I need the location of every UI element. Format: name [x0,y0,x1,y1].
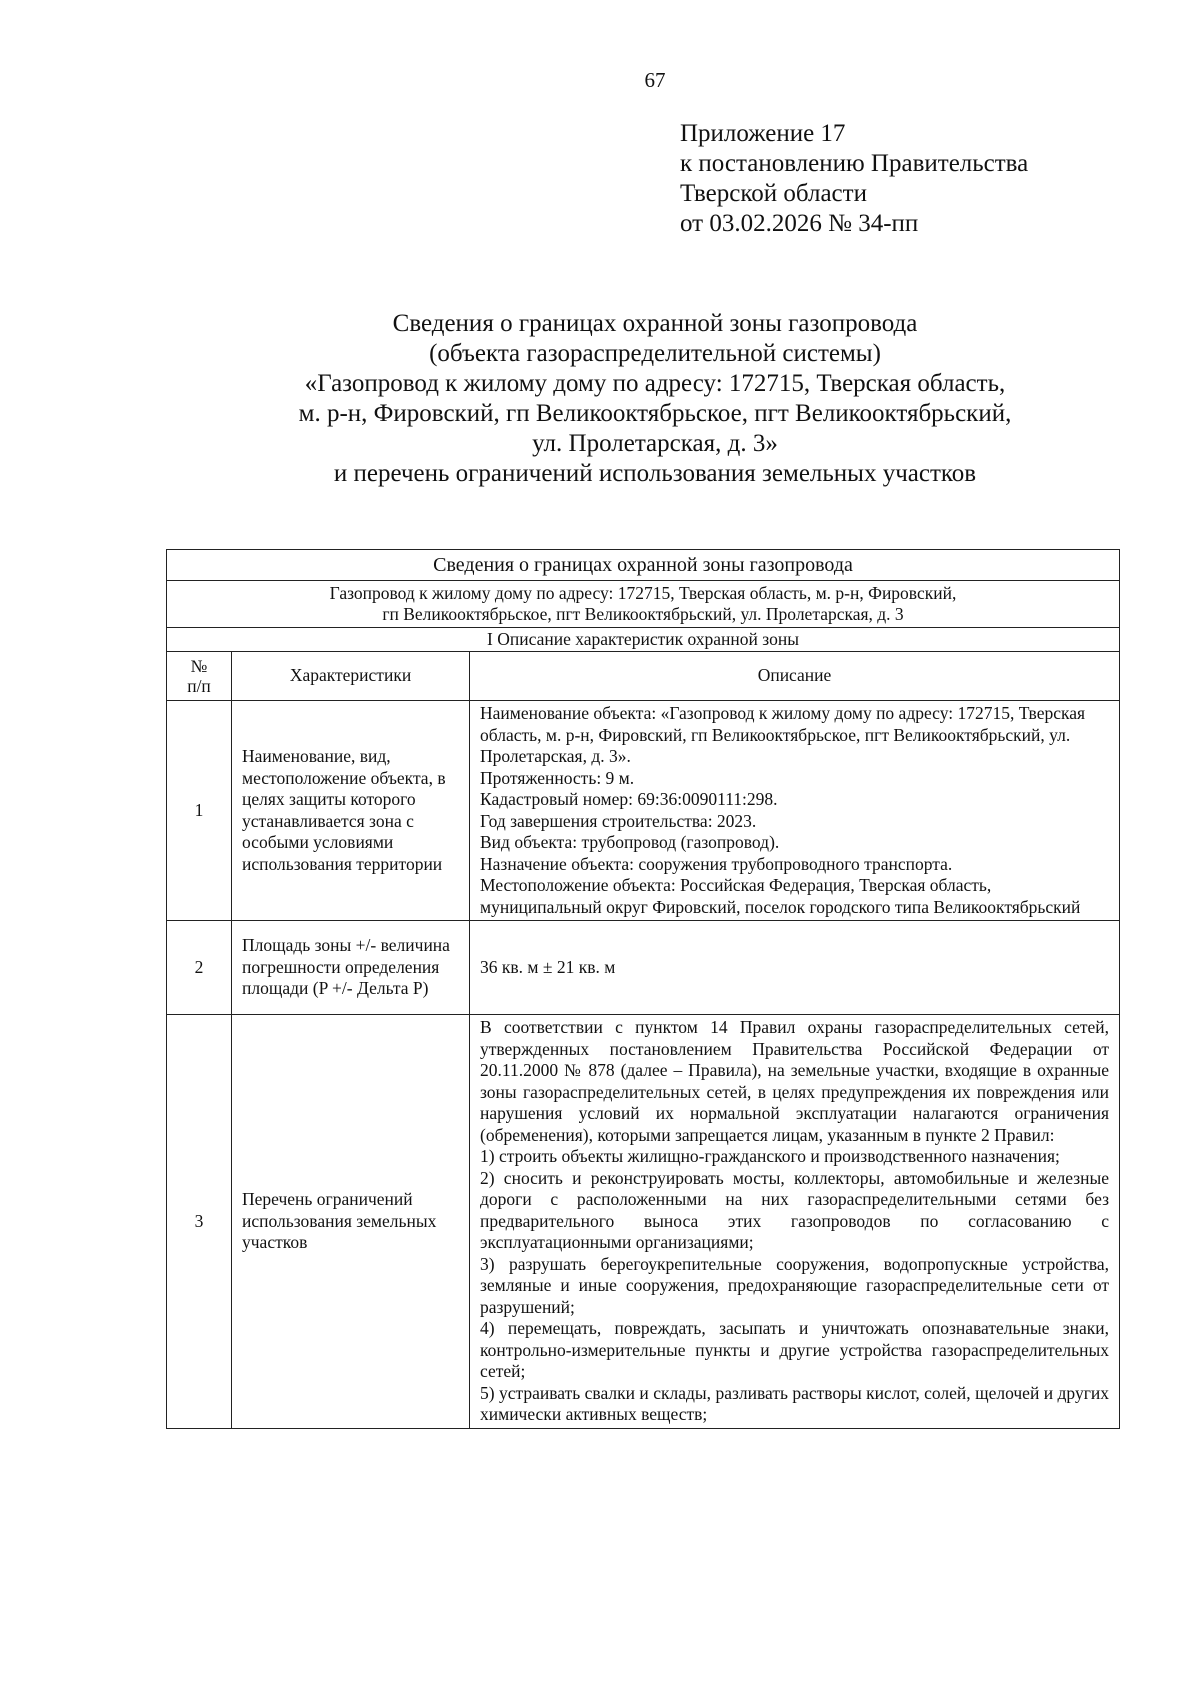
table-row [167,701,1120,921]
page-number: 67 [644,68,666,92]
description-paragraph: 5) устраивать свалки и склады, разливать растворы кислот, солей, щелочей и других химически активных веществ; [480,1382,1109,1424]
description-line: Местоположение объекта: Российская Федерация, Тверская область, муниципальный округ Фировский, поселок городского типа Великооктябрьский [480,875,1081,917]
appendix-block [680,119,1028,239]
description-line: Вид объекта: трубопровод (газопровод). [480,832,780,852]
title-line: м. р-н, Фировский, гп Великооктябрьское, пгт Великооктябрьский, [298,400,1012,427]
row-number: 3 [167,1015,232,1429]
object-name-line: Газопровод к жилому дому по адресу: 172715, Тверская область, м. р-н, Фировский, [329,583,957,603]
description-line: Протяженность: 9 м. [480,767,635,788]
title-line: «Газопровод к жилому дому по адресу: 172715, Тверская область, [304,370,1006,397]
description-paragraph: 3) разрушать берегоукрепительные сооружения, водопропускные устройства, земляные и иные сооружения, предохраняющие газораспределительные сети от разрушений; [480,1253,1109,1317]
appendix-line: к постановлению Правительства [680,150,1029,177]
table-row [167,1015,1120,1429]
description-line: Кадастровый номер: 69:36:0090111:298. [480,789,778,809]
description-paragraph: 1) строить объекты жилищно-гражданского и производственного назначения; [480,1146,1060,1166]
title-line: (объекта газораспределительной системы) [429,340,881,367]
column-header-row [167,652,1120,701]
object-name-line: гп Великооктябрьское, пгт Великооктябрьский, ул. Пролетарская, д. 3 [382,604,904,624]
title-line: Сведения о границах охранной зоны газопровода [392,310,918,337]
appendix-line: Приложение 17 [680,120,846,147]
row-description [470,1015,1120,1429]
header-description: Описание [470,652,1120,701]
description-line: Назначение объекта: сооружения трубопроводного транспорта. [480,853,953,874]
description-line: Наименование объекта: «Газопровод к жилому дому по адресу: 172715, Тверская область, м. р-н, Фировский, гп Великооктябрьское, пгт Великооктябрьский, ул. Пролетарская, д. 3». [480,703,1086,766]
row-description [470,921,1120,1015]
table-caption-row [167,550,1120,581]
description-paragraph: В соответствии с пунктом 14 Правил охраны газораспределительных сетей, утвержденных постановлением Правительства Российской Федерации от 20.11.2000 № 878 (далее – Правила), на земельные участки, входящие в охранные зоны газораспределительных сетей, в целях предупреждения их повреждения или нарушения условий их нормальной эксплуатации налагаются ограничения (обременения), которыми запрещается лицам, указанным в пункте 2 Правил: [480,1017,1109,1145]
description-paragraph: 2) сносить и реконструировать мосты, коллекторы, автомобильные и железные дороги с расположенными на них газораспределительными сетями без предварительного выноса этих газопроводов по согласованию с эксплуатационными организациями; [480,1167,1109,1252]
appendix-line: от 03.02.2026 № 34-пп [680,210,919,237]
table-caption: Сведения о границах охранной зоны газопровода [167,550,1120,581]
header-characteristics: Характеристики [232,652,470,701]
row-characteristic: Площадь зоны +/- величина погрешности определения площади (P +/- Дельта P) [232,921,470,1015]
object-name [167,581,1120,628]
table-row [167,921,1120,1015]
description-paragraph: 4) перемещать, повреждать, засыпать и уничтожать опознавательные знаки, контрольно-измерительные пункты и другие устройства газораспределительных сетей; [480,1318,1109,1381]
row-number: 2 [167,921,232,1015]
row-characteristic: Наименование, вид, местоположение объекта, в целях защиты которого устанавливается зона с особыми условиями использования территории [232,701,470,921]
row-number: 1 [167,701,232,921]
row-characteristic: Перечень ограничений использования земельных участков [232,1015,470,1429]
description-line: Год завершения строительства: 2023. [480,810,757,831]
section-row [167,628,1120,652]
description-line: 36 кв. м ± 21 кв. м [480,956,616,977]
appendix-line: Тверской области [680,180,867,207]
zone-table [166,549,1120,1429]
row-description [470,701,1120,921]
title-line: ул. Пролетарская, д. 3» [532,430,778,457]
header-number-line: п/п [187,676,211,696]
title-line: и перечень ограничений использования земельных участков [333,460,977,487]
section-title: I Описание характеристик охранной зоны [167,628,1120,652]
document-title [170,309,1140,489]
header-number [167,652,232,701]
object-name-row [167,581,1120,628]
header-number-line: № [190,656,208,676]
